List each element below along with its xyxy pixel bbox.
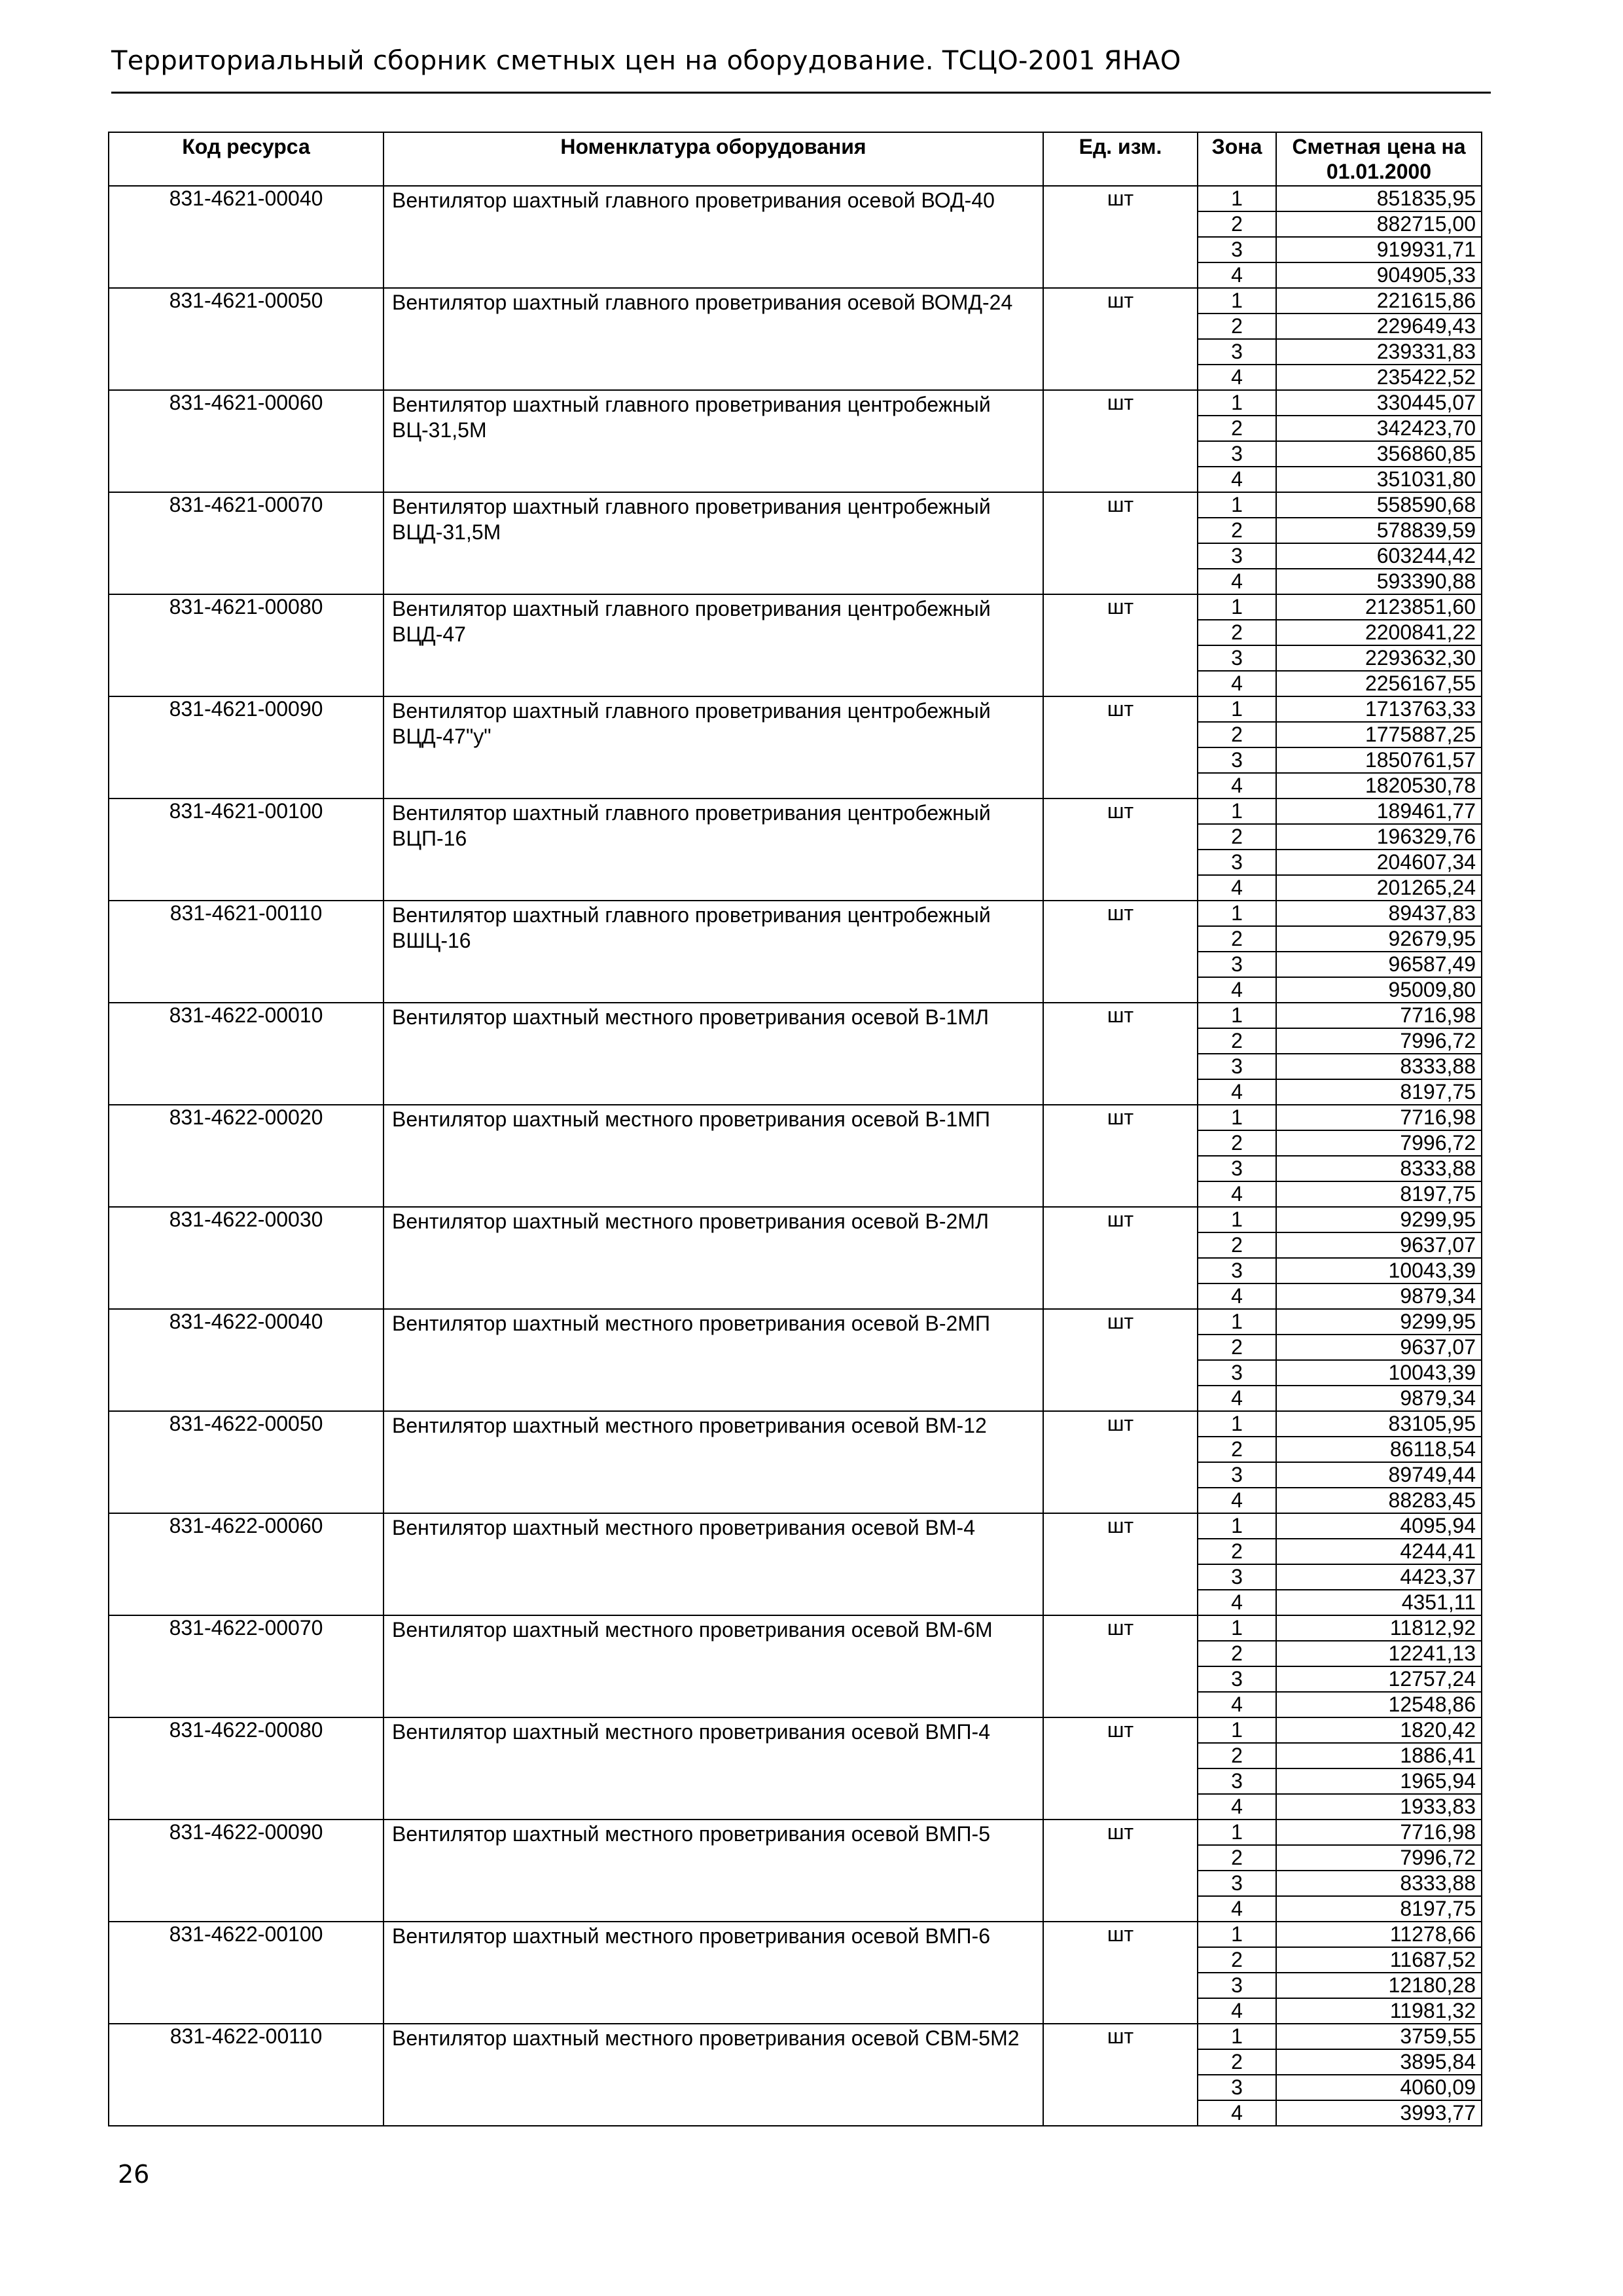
estimated-price: 8197,75 [1276,1896,1482,1922]
unit-of-measure: шт [1043,1820,1198,1922]
zone-number: 4 [1198,1386,1276,1411]
zone-number: 2 [1198,1028,1276,1054]
zone-number: 3 [1198,645,1276,671]
estimated-price: 95009,80 [1276,977,1482,1003]
equipment-name: Вентилятор шахтный главного проветривания центробежный ВЦД-31,5М [383,492,1043,594]
column-header: Зона [1198,132,1276,186]
resource-code: 831-4622-00090 [109,1820,383,1922]
zone-number: 3 [1198,237,1276,262]
estimated-price: 12548,86 [1276,1692,1482,1717]
estimated-price: 4351,11 [1276,1590,1482,1615]
estimated-price: 7716,98 [1276,1105,1482,1130]
resource-code: 831-4621-00090 [109,696,383,798]
equipment-name: Вентилятор шахтный местного проветривания осевой ВМ-4 [383,1513,1043,1615]
zone-number: 1 [1198,288,1276,314]
unit-of-measure: шт [1043,901,1198,1003]
price-table [108,132,1482,2126]
table-row [109,1105,1482,1130]
resource-code: 831-4621-00060 [109,390,383,492]
zone-number: 2 [1198,416,1276,441]
resource-code: 831-4622-00060 [109,1513,383,1615]
estimated-price: 11981,32 [1276,1998,1482,2024]
zone-number: 1 [1198,1922,1276,1947]
equipment-name: Вентилятор шахтный главного проветривания центробежный ВШЦ-16 [383,901,1043,1003]
zone-number: 4 [1198,2100,1276,2126]
estimated-price: 1775887,25 [1276,722,1482,747]
zone-number: 1 [1198,1207,1276,1232]
table-body [109,186,1482,2126]
zone-number: 4 [1198,1283,1276,1309]
zone-number: 1 [1198,1820,1276,1845]
resource-code: 831-4622-00050 [109,1411,383,1513]
zone-number: 4 [1198,671,1276,696]
equipment-name: Вентилятор шахтный главного проветривания центробежный ВЦ-31,5М [383,390,1043,492]
zone-number: 3 [1198,1054,1276,1079]
equipment-name: Вентилятор шахтный главного проветривания осевой ВОД-40 [383,186,1043,288]
zone-number: 4 [1198,467,1276,492]
estimated-price: 12757,24 [1276,1666,1482,1692]
zone-number: 1 [1198,2024,1276,2049]
column-header: Код ресурса [109,132,383,186]
zone-number: 3 [1198,1564,1276,1590]
estimated-price: 1933,83 [1276,1794,1482,1820]
unit-of-measure: шт [1043,594,1198,696]
estimated-price: 9299,95 [1276,1207,1482,1232]
table-row [109,798,1482,824]
zone-number: 3 [1198,1360,1276,1386]
estimated-price: 12180,28 [1276,1973,1482,1998]
table-row [109,901,1482,926]
unit-of-measure: шт [1043,1105,1198,1207]
zone-number: 2 [1198,2049,1276,2075]
zone-number: 4 [1198,1998,1276,2024]
zone-number: 4 [1198,977,1276,1003]
estimated-price: 342423,70 [1276,416,1482,441]
resource-code: 831-4622-00110 [109,2024,383,2126]
estimated-price: 330445,07 [1276,390,1482,416]
zone-number: 1 [1198,1513,1276,1539]
estimated-price: 1850761,57 [1276,747,1482,773]
zone-number: 4 [1198,1692,1276,1717]
table-row [109,1207,1482,1232]
zone-number: 2 [1198,926,1276,952]
zone-number: 1 [1198,1717,1276,1743]
resource-code: 831-4622-00010 [109,1003,383,1105]
estimated-price: 3895,84 [1276,2049,1482,2075]
estimated-price: 4095,94 [1276,1513,1482,1539]
resource-code: 831-4622-00070 [109,1615,383,1717]
estimated-price: 204607,34 [1276,850,1482,875]
zone-number: 2 [1198,1130,1276,1156]
table-row [109,1309,1482,1335]
estimated-price: 4244,41 [1276,1539,1482,1564]
zone-number: 1 [1198,1615,1276,1641]
estimated-price: 7716,98 [1276,1003,1482,1028]
unit-of-measure: шт [1043,1207,1198,1309]
table-row [109,492,1482,518]
estimated-price: 86118,54 [1276,1437,1482,1462]
estimated-price: 356860,85 [1276,441,1482,467]
resource-code: 831-4622-00040 [109,1309,383,1411]
estimated-price: 89749,44 [1276,1462,1482,1488]
table-row [109,1717,1482,1743]
zone-number: 3 [1198,1871,1276,1896]
equipment-name: Вентилятор шахтный местного проветривания осевой СВМ-5М2 [383,2024,1043,2126]
zone-number: 4 [1198,773,1276,798]
unit-of-measure: шт [1043,1411,1198,1513]
estimated-price: 201265,24 [1276,875,1482,901]
estimated-price: 92679,95 [1276,926,1482,952]
zone-number: 4 [1198,262,1276,288]
unit-of-measure: шт [1043,2024,1198,2126]
table-row [109,1513,1482,1539]
resource-code: 831-4622-00020 [109,1105,383,1207]
table-header-row [109,132,1482,186]
estimated-price: 12241,13 [1276,1641,1482,1666]
table-row [109,594,1482,620]
zone-number: 3 [1198,1666,1276,1692]
zone-number: 4 [1198,1181,1276,1207]
zone-number: 1 [1198,186,1276,211]
table-row [109,1922,1482,1947]
zone-number: 1 [1198,390,1276,416]
equipment-name: Вентилятор шахтный местного проветривания осевой В-2МП [383,1309,1043,1411]
zone-number: 4 [1198,1590,1276,1615]
table-row [109,2024,1482,2049]
estimated-price: 235422,52 [1276,365,1482,390]
zone-number: 3 [1198,339,1276,365]
estimated-price: 1886,41 [1276,1743,1482,1768]
table-row [109,288,1482,314]
unit-of-measure: шт [1043,1717,1198,1820]
zone-number: 2 [1198,722,1276,747]
zone-number: 3 [1198,952,1276,977]
estimated-price: 8197,75 [1276,1079,1482,1105]
resource-code: 831-4621-00080 [109,594,383,696]
estimated-price: 1820530,78 [1276,773,1482,798]
table-row [109,390,1482,416]
zone-number: 2 [1198,1437,1276,1462]
table-row [109,1615,1482,1641]
estimated-price: 8197,75 [1276,1181,1482,1207]
estimated-price: 8333,88 [1276,1156,1482,1181]
estimated-price: 8333,88 [1276,1871,1482,1896]
zone-number: 2 [1198,1641,1276,1666]
column-header: Ед. изм. [1043,132,1198,186]
unit-of-measure: шт [1043,288,1198,390]
zone-number: 3 [1198,441,1276,467]
zone-number: 4 [1198,1488,1276,1513]
estimated-price: 2293632,30 [1276,645,1482,671]
estimated-price: 10043,39 [1276,1258,1482,1283]
unit-of-measure: шт [1043,1003,1198,1105]
estimated-price: 1965,94 [1276,1768,1482,1794]
resource-code: 831-4621-00070 [109,492,383,594]
equipment-name: Вентилятор шахтный главного проветривания центробежный ВЦП-16 [383,798,1043,901]
estimated-price: 88283,45 [1276,1488,1482,1513]
unit-of-measure: шт [1043,186,1198,288]
zone-number: 1 [1198,798,1276,824]
zone-number: 2 [1198,314,1276,339]
zone-number: 2 [1198,620,1276,645]
zone-number: 1 [1198,1309,1276,1335]
zone-number: 4 [1198,1896,1276,1922]
zone-number: 3 [1198,1973,1276,1998]
zone-number: 2 [1198,211,1276,237]
zone-number: 2 [1198,1335,1276,1360]
estimated-price: 3759,55 [1276,2024,1482,2049]
zone-number: 1 [1198,901,1276,926]
estimated-price: 851835,95 [1276,186,1482,211]
equipment-name: Вентилятор шахтный главного проветривания центробежный ВЦД-47"у" [383,696,1043,798]
equipment-name: Вентилятор шахтный местного проветривания осевой ВМП-5 [383,1820,1043,1922]
table-row [109,1003,1482,1028]
unit-of-measure: шт [1043,492,1198,594]
estimated-price: 558590,68 [1276,492,1482,518]
equipment-name: Вентилятор шахтный местного проветривания осевой ВМ-12 [383,1411,1043,1513]
estimated-price: 196329,76 [1276,824,1482,850]
equipment-name: Вентилятор шахтный местного проветривания осевой ВМ-6М [383,1615,1043,1717]
zone-number: 3 [1198,1768,1276,1794]
zone-number: 1 [1198,594,1276,620]
zone-number: 2 [1198,518,1276,543]
estimated-price: 83105,95 [1276,1411,1482,1437]
resource-code: 831-4622-00100 [109,1922,383,2024]
estimated-price: 9299,95 [1276,1309,1482,1335]
equipment-name: Вентилятор шахтный главного проветривания центробежный ВЦД-47 [383,594,1043,696]
equipment-name: Вентилятор шахтный местного проветривания осевой ВМП-6 [383,1922,1043,2024]
table-row [109,1820,1482,1845]
estimated-price: 11278,66 [1276,1922,1482,1947]
estimated-price: 1820,42 [1276,1717,1482,1743]
zone-number: 2 [1198,1539,1276,1564]
zone-number: 1 [1198,696,1276,722]
estimated-price: 221615,86 [1276,288,1482,314]
zone-number: 3 [1198,1258,1276,1283]
zone-number: 3 [1198,1156,1276,1181]
estimated-price: 89437,83 [1276,901,1482,926]
zone-number: 2 [1198,1947,1276,1973]
resource-code: 831-4621-00100 [109,798,383,901]
unit-of-measure: шт [1043,1922,1198,2024]
estimated-price: 189461,77 [1276,798,1482,824]
estimated-price: 919931,71 [1276,237,1482,262]
resource-code: 831-4622-00080 [109,1717,383,1820]
estimated-price: 3993,77 [1276,2100,1482,2126]
estimated-price: 11687,52 [1276,1947,1482,1973]
zone-number: 1 [1198,492,1276,518]
estimated-price: 9879,34 [1276,1283,1482,1309]
zone-number: 2 [1198,1232,1276,1258]
estimated-price: 9879,34 [1276,1386,1482,1411]
estimated-price: 603244,42 [1276,543,1482,569]
estimated-price: 882715,00 [1276,211,1482,237]
zone-number: 3 [1198,1462,1276,1488]
estimated-price: 239331,83 [1276,339,1482,365]
estimated-price: 11812,92 [1276,1615,1482,1641]
estimated-price: 9637,07 [1276,1335,1482,1360]
equipment-name: Вентилятор шахтный местного проветривания осевой В-2МЛ [383,1207,1043,1309]
estimated-price: 2123851,60 [1276,594,1482,620]
estimated-price: 2256167,55 [1276,671,1482,696]
unit-of-measure: шт [1043,696,1198,798]
estimated-price: 9637,07 [1276,1232,1482,1258]
zone-number: 4 [1198,1079,1276,1105]
zone-number: 4 [1198,875,1276,901]
resource-code: 831-4621-00050 [109,288,383,390]
zone-number: 2 [1198,1743,1276,1768]
column-header: Номенклатура оборудования [383,132,1043,186]
zone-number: 4 [1198,1794,1276,1820]
resource-code: 831-4621-00110 [109,901,383,1003]
table-row [109,1411,1482,1437]
estimated-price: 7716,98 [1276,1820,1482,1845]
unit-of-measure: шт [1043,1615,1198,1717]
column-header: Сметная цена на 01.01.2000 [1276,132,1482,186]
unit-of-measure: шт [1043,1513,1198,1615]
equipment-name: Вентилятор шахтный местного проветривания осевой ВМП-4 [383,1717,1043,1820]
estimated-price: 904905,33 [1276,262,1482,288]
estimated-price: 10043,39 [1276,1360,1482,1386]
equipment-name: Вентилятор шахтный местного проветривания осевой В-1МП [383,1105,1043,1207]
estimated-price: 229649,43 [1276,314,1482,339]
resource-code: 831-4621-00040 [109,186,383,288]
estimated-price: 7996,72 [1276,1845,1482,1871]
zone-number: 1 [1198,1411,1276,1437]
equipment-name: Вентилятор шахтный главного проветривания осевой ВОМД-24 [383,288,1043,390]
estimated-price: 351031,80 [1276,467,1482,492]
equipment-name: Вентилятор шахтный местного проветривания осевой В-1МЛ [383,1003,1043,1105]
zone-number: 3 [1198,2075,1276,2100]
zone-number: 1 [1198,1105,1276,1130]
estimated-price: 2200841,22 [1276,620,1482,645]
resource-code: 831-4622-00030 [109,1207,383,1309]
table-row [109,696,1482,722]
estimated-price: 7996,72 [1276,1130,1482,1156]
estimated-price: 4423,37 [1276,1564,1482,1590]
zone-number: 3 [1198,747,1276,773]
zone-number: 4 [1198,365,1276,390]
zone-number: 3 [1198,543,1276,569]
table-row [109,186,1482,211]
estimated-price: 96587,49 [1276,952,1482,977]
estimated-price: 593390,88 [1276,569,1482,594]
unit-of-measure: шт [1043,390,1198,492]
estimated-price: 578839,59 [1276,518,1482,543]
zone-number: 2 [1198,1845,1276,1871]
estimated-price: 8333,88 [1276,1054,1482,1079]
zone-number: 3 [1198,850,1276,875]
zone-number: 1 [1198,1003,1276,1028]
unit-of-measure: шт [1043,1309,1198,1411]
page-number: 26 [118,2160,150,2189]
header-rule [111,92,1491,94]
estimated-price: 1713763,33 [1276,696,1482,722]
estimated-price: 4060,09 [1276,2075,1482,2100]
zone-number: 4 [1198,569,1276,594]
unit-of-measure: шт [1043,798,1198,901]
estimated-price: 7996,72 [1276,1028,1482,1054]
page-header-title: Территориальный сборник сметных цен на оборудование. ТСЦО-2001 ЯНАО [111,46,1181,76]
zone-number: 2 [1198,824,1276,850]
